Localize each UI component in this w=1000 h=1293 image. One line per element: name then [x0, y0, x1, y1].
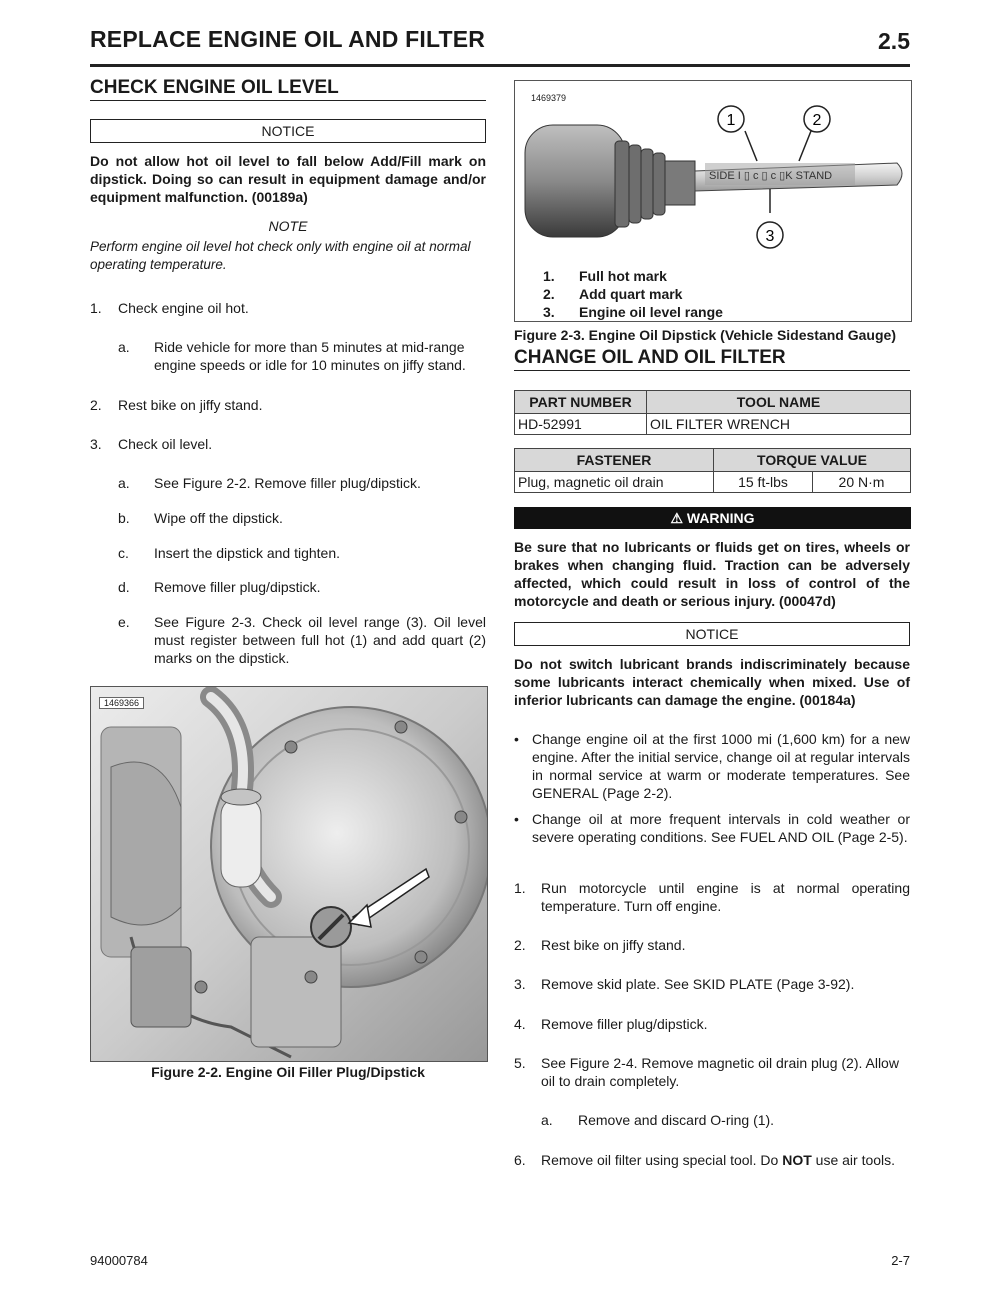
step-number: a. [118, 339, 130, 355]
table-cell: Plug, magnetic oil drain [515, 472, 714, 493]
list-item [514, 1151, 910, 1169]
warning-text: Be sure that no lubricants or fluids get on tires, wheels or brakes when changing fluid. Traction can be adversely affected, which could result in loss of control of the motorcycle and death or serious injury. (00047d) [514, 539, 910, 609]
step-number: 2. [90, 397, 102, 413]
step-number: 5. [514, 1055, 526, 1071]
list-item [514, 1054, 910, 1090]
list-item [118, 613, 486, 667]
table-header-row [515, 449, 911, 472]
list-item [514, 730, 910, 802]
step-number: b. [118, 510, 130, 526]
check-oil-heading: CHECK ENGINE OIL LEVEL [90, 77, 486, 101]
table-cell: HD-52991 [515, 414, 647, 435]
doc-number: 94000784 [90, 1253, 148, 1268]
step-text: Rest bike on jiffy stand. [541, 937, 686, 953]
figure-2-3-caption: Figure 2-3. Engine Oil Dipstick (Vehicle Sidestand Gauge) [514, 327, 896, 343]
bullet-text: Change oil at more frequent intervals in cold weather or severe operating conditions. See FUEL AND OIL (Page 2-5). [532, 811, 910, 845]
step-number: c. [118, 545, 129, 561]
section-number: 2.5 [878, 28, 910, 54]
legend-num: 1. [543, 268, 555, 284]
engine-figure [90, 686, 488, 1062]
legend-num: 3. [543, 304, 555, 320]
table-header-row [515, 391, 911, 414]
step-text: Ride vehicle for more than 5 minutes at mid-range engine speeds or idle for 10 minutes on jiffy stand. [154, 339, 466, 373]
page-number: 2-7 [891, 1253, 910, 1268]
step-number: 6. [514, 1152, 526, 1168]
step-number: e. [118, 614, 130, 630]
list-item [514, 879, 910, 915]
step-text-end: use air tools. [811, 1152, 896, 1168]
list-item [118, 338, 486, 374]
note-label: NOTE [268, 218, 308, 234]
dipstick-figure [514, 80, 912, 322]
step-text: See Figure 2-3. Check oil level range (3). Oil level must register between full hot (1) and add quart (2) marks on the dipstick. [154, 614, 486, 666]
table-cell: OIL FILTER WRENCH [647, 414, 911, 435]
legend-item [543, 285, 723, 303]
list-item [118, 544, 486, 562]
bullet-text: Change engine oil at the first 1000 mi (1,600 km) for a new engine. After the initial service, change oil at regular intervals in normal service at warm or moderate temperatures. See GENERAL (Page 2-2). [532, 731, 910, 801]
step-text: Check engine oil hot. [118, 300, 249, 316]
list-item [514, 1015, 910, 1033]
step-number: 2. [514, 937, 526, 953]
list-item [90, 396, 486, 414]
legend-text: Full hot mark [579, 268, 667, 284]
list-item [541, 1111, 910, 1129]
step-text: Remove and discard O-ring (1). [578, 1112, 775, 1128]
change-oil-heading: CHANGE OIL AND OIL FILTER [514, 347, 910, 371]
bullet-icon: • [514, 731, 519, 747]
column-header: PART NUMBER [515, 391, 647, 414]
dipstick-illustration [515, 101, 911, 261]
step-text: Run motorcycle until engine is at normal operating temperature. Turn off engine. [541, 880, 910, 914]
table-row [515, 472, 911, 493]
list-item [514, 810, 910, 846]
step-number: a. [541, 1112, 553, 1128]
notice-box [90, 119, 486, 143]
step-text: See Figure 2-2. Remove filler plug/dipstick. [154, 475, 421, 491]
step-text: See Figure 2-4. Remove magnetic oil drain plug (2). Allow oil to drain completely. [541, 1055, 899, 1089]
figure-id: 1469366 [99, 697, 144, 709]
step-number: 4. [514, 1016, 526, 1032]
engine-illustration [91, 687, 487, 1061]
callout-2: 2 [812, 112, 822, 129]
notice-label: NOTICE [685, 626, 739, 642]
callout-1: 1 [726, 112, 736, 129]
step-text: Rest bike on jiffy stand. [118, 397, 263, 413]
header-rule [90, 64, 910, 67]
page-title: REPLACE ENGINE OIL AND FILTER [90, 26, 486, 52]
list-item [118, 578, 486, 596]
step-text: Remove filler plug/dipstick. [154, 579, 321, 595]
tool-table [514, 390, 911, 435]
step-text: Remove skid plate. See SKID PLATE (Page 3-92). [541, 976, 855, 992]
step-number: 3. [514, 976, 526, 992]
list-item [118, 509, 486, 527]
step-text: Check oil level. [118, 436, 213, 452]
column-header: TOOL NAME [647, 391, 911, 414]
step-text: Wipe off the dipstick. [154, 510, 283, 526]
list-item [118, 474, 486, 492]
step-number: a. [118, 475, 130, 491]
step-text-start: Remove oil filter using special tool. Do [541, 1152, 783, 1168]
figure-2-2-caption: Figure 2-2. Engine Oil Filler Plug/Dipstick [151, 1064, 425, 1080]
column-header: TORQUE VALUE [714, 449, 911, 472]
notice-text: Do not allow hot oil level to fall below Add/Fill mark on dipstick. Doing so can result in equipment damage and/or equipment malfunction. (00189a) [90, 153, 486, 205]
list-item [514, 975, 910, 993]
table-cell: 20 N·m [813, 472, 911, 493]
notice-text: Do not switch lubricant brands indiscriminately because some lubricants interact chemically when mixed. Use of inferior lubricants can damage the engine. (00184a) [514, 656, 910, 708]
figure-legend [543, 267, 723, 321]
step-number: 1. [514, 880, 526, 896]
step-text-emphasis: NOT [782, 1152, 812, 1168]
list-item [90, 435, 486, 453]
dipstick-markings: SIDE I ▯ c ▯ c ▯K STAND [709, 170, 833, 182]
step-number: d. [118, 579, 130, 595]
table-row [515, 414, 911, 435]
legend-item [543, 303, 723, 321]
callout-3: 3 [765, 228, 775, 245]
table-cell: 15 ft-lbs [714, 472, 813, 493]
torque-table [514, 448, 911, 493]
note-text: Perform engine oil level hot check only with engine oil at normal operating temperature. [90, 239, 471, 272]
notice-label: NOTICE [261, 123, 315, 139]
warning-bar [514, 507, 911, 529]
step-text: Insert the dipstick and tighten. [154, 545, 340, 561]
list-item [514, 936, 910, 954]
notice-box [514, 622, 910, 646]
bullet-icon: • [514, 811, 519, 827]
step-text: Remove filler plug/dipstick. [541, 1016, 708, 1032]
legend-text: Add quart mark [579, 286, 683, 302]
warning-label: ⚠ WARNING [670, 510, 755, 526]
figure-id: 1469379 [531, 93, 567, 103]
legend-num: 2. [543, 286, 555, 302]
step-number: 1. [90, 300, 102, 316]
list-item [90, 299, 486, 317]
step-text [541, 1151, 910, 1169]
legend-text: Engine oil level range [579, 304, 723, 320]
step-number: 3. [90, 436, 102, 452]
column-header: FASTENER [515, 449, 714, 472]
legend-item [543, 267, 723, 285]
